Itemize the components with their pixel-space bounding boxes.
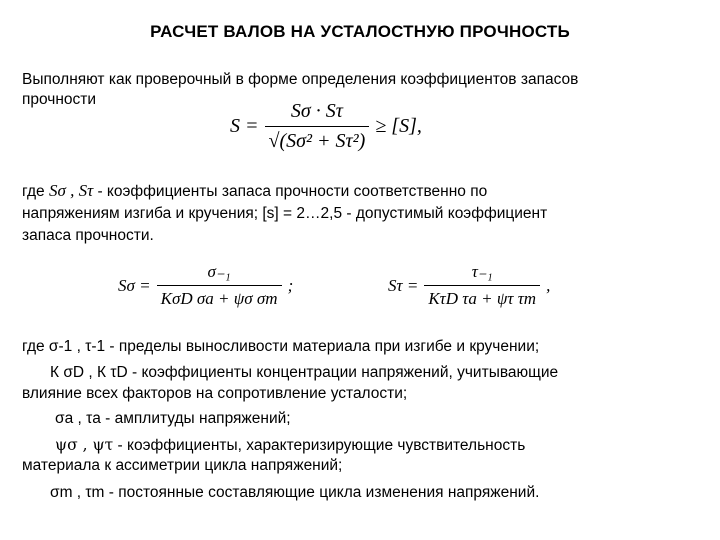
def-4-text: - амплитуды напряжений; [100, 410, 291, 427]
formula-fraction [265, 100, 370, 153]
def-line-5 [55, 435, 525, 456]
def-line-6: материала к ассиметрии цикла напряжений; [22, 457, 343, 474]
def-line-7 [50, 483, 539, 503]
s-sigma-tail: ; [287, 275, 294, 295]
s-tau-denominator: KτD τa + ψτ τm [424, 285, 540, 309]
s-tau-fraction [424, 262, 540, 309]
intro-line-1: Выполняют как проверочный в форме определения коэффициентов запасов [22, 71, 579, 88]
def-1-text: - пределы выносливости материала при изгибе и кручении; [105, 338, 540, 355]
formula-comma: , [416, 115, 422, 137]
def-7-text: - постоянные составляющие цикла изменения напряжений. [104, 484, 540, 501]
s-tau-lhs: Sτ = [388, 275, 419, 295]
def-2-text: - коэффициенты концентрации напряжений, учитывающие [127, 364, 559, 381]
s-sigma-lhs: Sσ = [118, 275, 151, 295]
formula-relation: ≥ [S] [375, 115, 417, 137]
def-1-symbols: где σ-1 , τ-1 [22, 338, 106, 355]
where-symbols: Sσ , Sτ [48, 181, 94, 200]
safety-factor-formula [230, 100, 422, 153]
where-text: - коэффициенты запаса прочности соответственно по [97, 183, 488, 200]
s-sigma-denominator: KσD σa + ψσ σm [157, 285, 282, 309]
def-4-symbols: σa , τa [55, 410, 101, 427]
def-line-3: влияние всех факторов на сопротивление усталости; [22, 385, 408, 402]
s-tau-numerator: τ₋₁ [471, 262, 493, 281]
where-line-3: запаса прочности. [22, 227, 154, 244]
def-line-2 [50, 363, 558, 383]
def-line-4 [55, 409, 291, 429]
def-5-symbols: ψσ , ψτ [55, 436, 114, 454]
s-sigma-numerator: σ₋₁ [207, 262, 231, 281]
intro-line-2: прочности [22, 91, 97, 108]
s-sigma-formula [118, 262, 293, 309]
def-5-text: - коэффициенты, характеризирующие чувствительность [113, 437, 526, 454]
where-prefix: где [22, 183, 45, 200]
def-line-1 [22, 337, 539, 357]
where-line-2: напряжениям изгиба и кручения; [s] = 2…2,5 - допустимый коэффициент [22, 205, 548, 222]
where-line-1 [22, 181, 487, 202]
def-2-symbols: К σD , К τD [50, 364, 128, 381]
def-7-symbols: σm , τm [50, 484, 105, 501]
formula-numerator: Sσ · Sτ [290, 100, 343, 122]
s-tau-tail: , [546, 275, 551, 295]
formula-lhs: S = [230, 115, 259, 137]
slide-title: РАСЧЕТ ВАЛОВ НА УСТАЛОСТНУЮ ПРОЧНОСТЬ [150, 22, 570, 41]
s-sigma-fraction [157, 262, 282, 309]
formula-denominator: √(Sσ² + Sτ²) [265, 126, 370, 153]
s-tau-formula [388, 262, 550, 309]
